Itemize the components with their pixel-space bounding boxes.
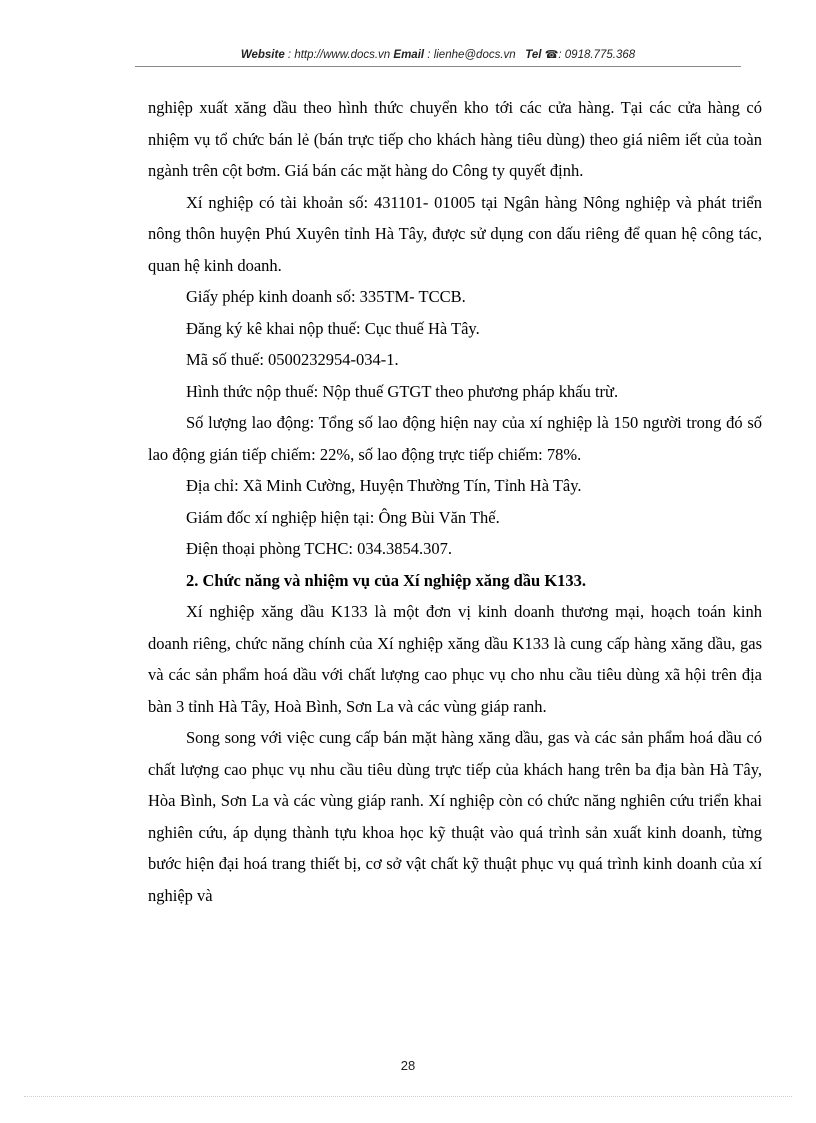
website-label: Website [240, 49, 285, 61]
header-divider [135, 66, 741, 67]
phone-icon: ☎ [544, 49, 559, 61]
paragraph-functions: Xí nghiệp xăng dầu K133 là một đơn vị kinh doanh thương mại, hoạch toán kinh doanh riêng, chức năng chính của Xí nghiệp xăng dầu K133 là cung cấp hàng xăng dầu, gas và các sản phẩm hoá dầu với chất lượng cao phục vụ cho nhu cầu tiêu dùng xã hội trên địa bàn 3 tỉnh Hà Tây, Hoà Bình, Sơn La và các vùng giáp ranh. [148, 602, 762, 716]
paragraph-tax-code: Mã số thuế: 0500232954-034-1. [186, 350, 399, 369]
page-header [135, 48, 741, 61]
website-separator: : [284, 49, 295, 61]
document-body [148, 92, 762, 911]
paragraph-continuation: nghiệp xuất xăng dầu theo hình thức chuyển kho tới các cửa hàng. Tại các cửa hàng có nhiệm vụ tổ chức bán lẻ (bán trực tiếp cho khách hàng tiêu dùng) theo giá niêm iết của toàn ngành trên cột bơm. Giá bán các mặt hàng do Công ty quyết định. [148, 98, 762, 180]
paragraph-workforce: Số lượng lao động: Tổng số lao động hiện nay của xí nghiệp là 150 người trong đó số lao động gián tiếp chiếm: 22%, số lao động trực tiếp chiếm: 78%. [148, 413, 762, 464]
section-heading: 2. Chức năng và nhiệm vụ của Xí nghiệp xăng dầu K133. [186, 570, 587, 590]
email-label: Email [393, 49, 425, 61]
paragraph-tax-method: Hình thức nộp thuế: Nộp thuế GTGT theo phương pháp khấu trừ. [186, 381, 619, 401]
website-link[interactable]: http://www.docs.vn [294, 49, 391, 61]
tel-value: : 0918.775.368 [558, 49, 636, 61]
tel-label: Tel [525, 49, 542, 61]
page-bottom-border [24, 1096, 792, 1097]
paragraph-bank-account: Xí nghiệp có tài khoản số: 431101- 01005 tại Ngân hàng Nông nghiệp và phát triển nông thôn huyện Phú Xuyên tỉnh Hà Tây, được sử dụng con dấu riêng để quan hệ công tác, quan hệ kinh doanh. [148, 192, 762, 275]
email-link[interactable]: lienhe@docs.vn [433, 49, 516, 61]
paragraph-business-license: Giấy phép kinh doanh số: 335TM- TCCB. [186, 287, 466, 306]
page-number: 28 [400, 1058, 416, 1073]
paragraph-tax-registration: Đăng ký kê khai nộp thuế: Cục thuế Hà Tây. [186, 318, 480, 338]
paragraph-director: Giám đốc xí nghiệp hiện tại: Ông Bùi Văn Thế. [186, 507, 500, 527]
paragraph-phone: Điện thoại phòng TCHC: 034.3854.307. [186, 539, 452, 558]
paragraph-additional-functions: Song song với việc cung cấp bán mặt hàng xăng dầu, gas và các sản phẩm hoá dầu có chất lượng cao phục vụ nhu cầu tiêu dùng trực tiếp của khách hang trên ba địa bàn Hà Tây, Hòa Bình, Sơn La và các vùng giáp ranh. Xí nghiệp còn có chức năng nghiên cứu triển khai nghiên cứu, áp dụng thành tựu khoa học kỹ thuật vào quá trình sản xuất kinh doanh, từng bước hiện đại hoá trang thiết bị, cơ sở vật chất kỹ thuật phục vụ quá trình kinh doanh của xí nghiệp và [148, 728, 762, 905]
email-separator: : [424, 49, 434, 61]
paragraph-address: Địa chỉ: Xã Minh Cường, Huyện Thường Tín, Tỉnh Hà Tây. [186, 476, 582, 495]
